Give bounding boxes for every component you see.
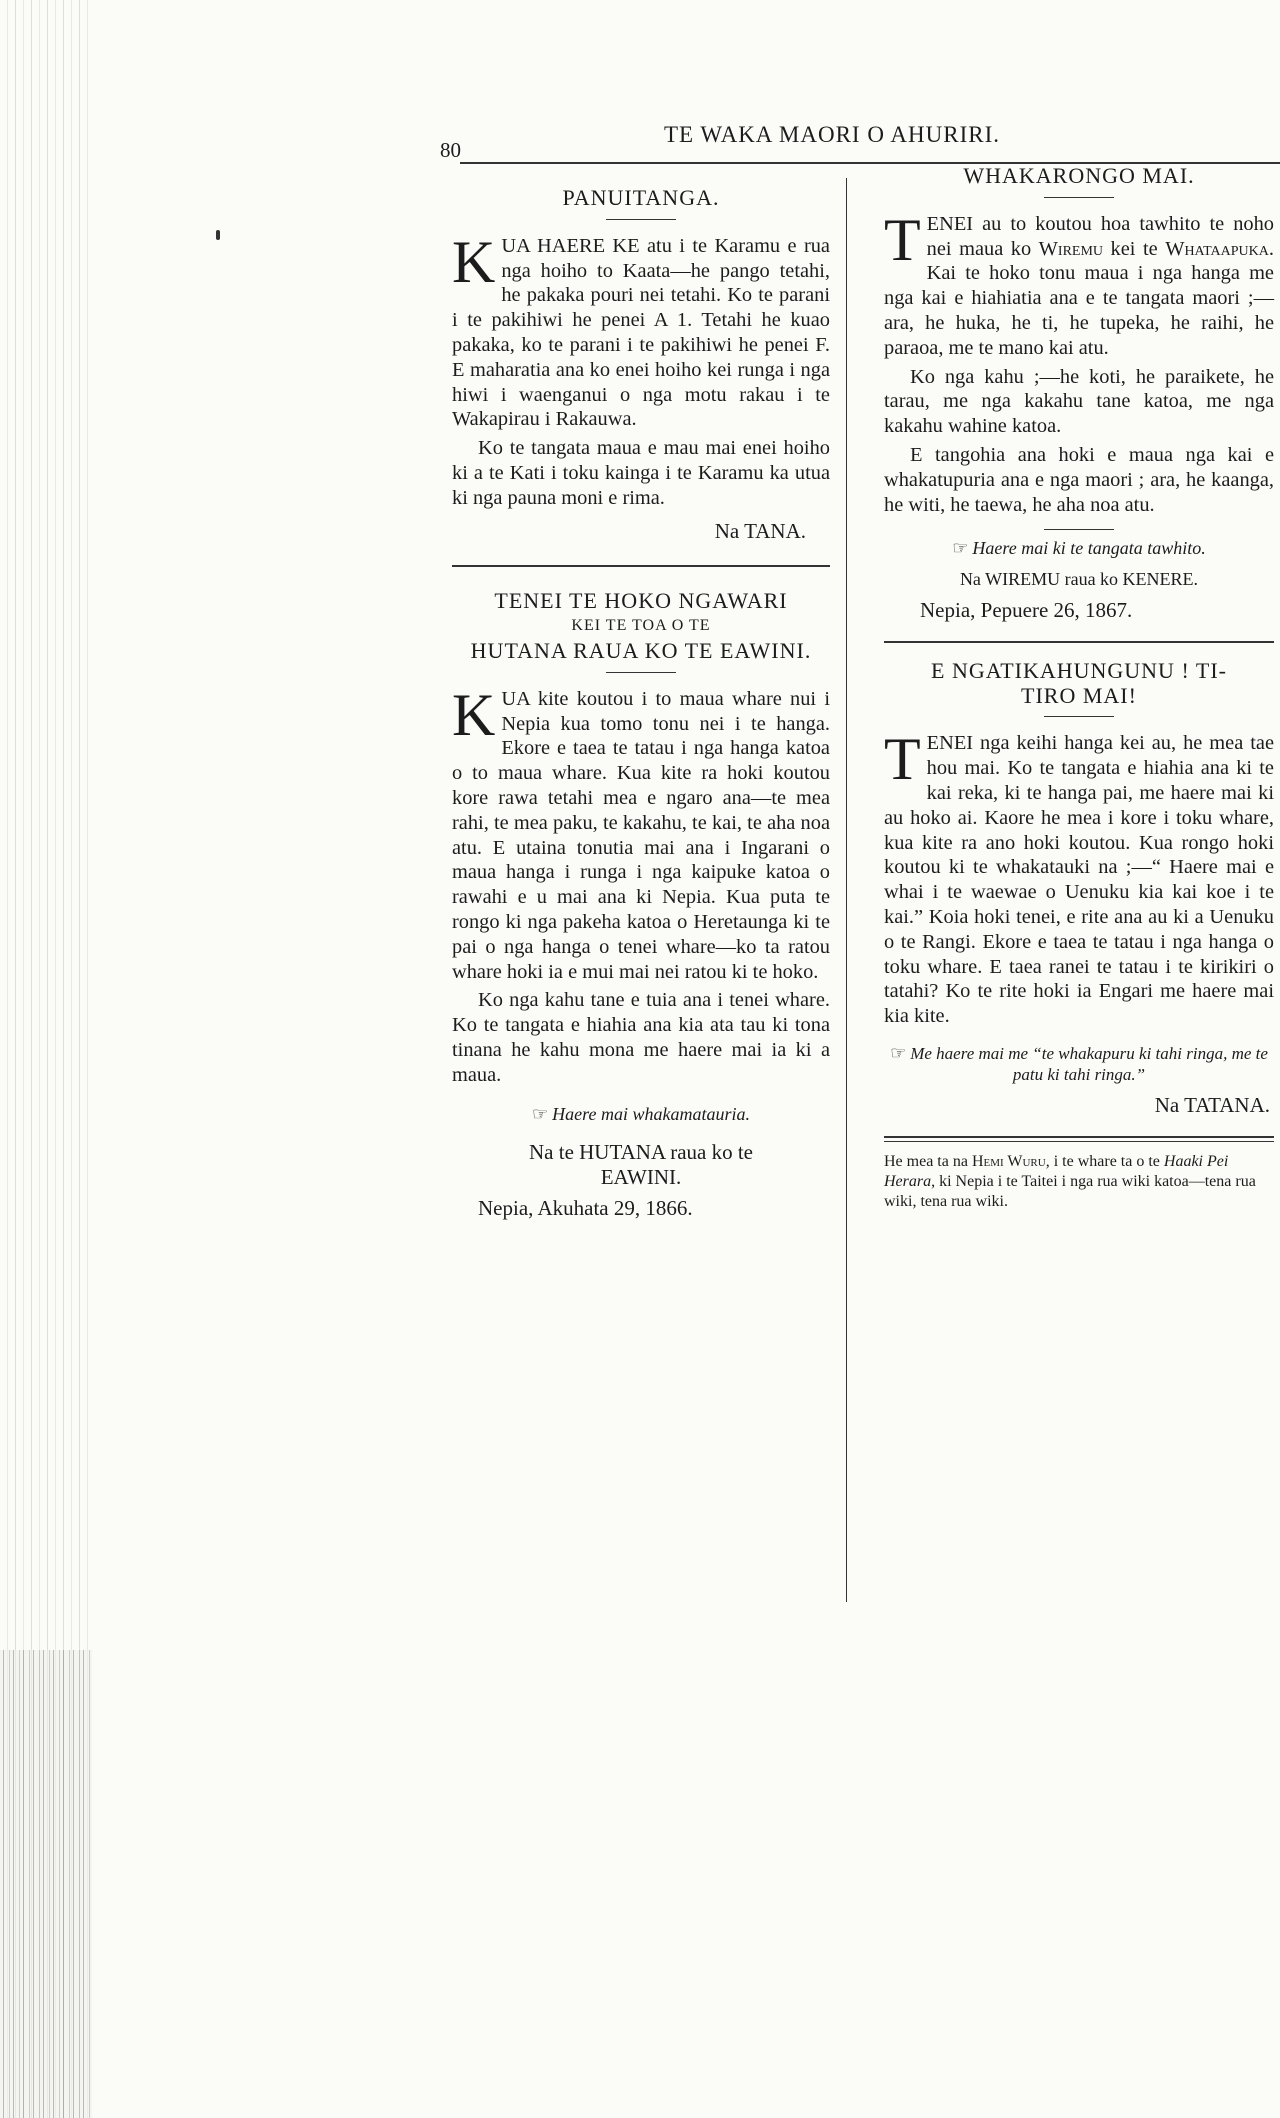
pointing-hand-icon: ☞ xyxy=(952,538,969,559)
ad4-drop-cap: T xyxy=(884,726,921,793)
ad4-signature: Na TATANA. xyxy=(1154,1092,1270,1117)
ad4-heading-2: TIRO MAI! xyxy=(1021,682,1137,708)
ad4-paragraph-1: TENEI nga keihi hanga kei au, he mea tae hou mai. Ko te tangata e hiahia ana ki te kai reka, ki te hanga pai, me haere mai ki au hoko ai. Kaore he mea i kore i toku whare, kua kite ra ano hoki koutou. Kua rongo hoki koutou ki te whakatauki na ;—“ Haere mai e whai i te waewae o Uenuku kia kai koe i te kai.” Koia hoki tenei, e rite ana au ki a Uenuku o te Rangi. Ekore e taea te tatau i nga hanga o toku whare. E taea ranei te tatau i te kirikiri o tatahi? Ko te rite hoki ia Engari me haere mai kia kite. xyxy=(884,726,1274,1028)
ad3-rule xyxy=(1044,197,1114,198)
ad4-heading-1: E NGATIKAHUNGUNU ! TI- xyxy=(931,657,1227,683)
ad3-date: Nepia, Pepuere 26, 1867. xyxy=(920,597,1133,622)
pointing-hand-icon: ☞ xyxy=(532,1103,549,1124)
ad3-paragraph-2: Ko nga kahu ;—he koti, he paraikete, he tarau, me nga kakahu tane katoa, me nga kakahu wahine katoa. xyxy=(884,365,1274,438)
ad2-heading-1: TENEI TE HOKO NGAWARI xyxy=(494,588,788,614)
pointing-hand-icon: ☞ xyxy=(890,1042,907,1063)
ad4-note: ☞ Me haere mai me “te whakapuru ki tahi ringa, me te patu ki tahi ringa.” xyxy=(890,1042,1268,1084)
imprint: He mea ta na Hemi Wuru, i te whare ta o te Haaki Pei Herara, ki Nepia i te Taitei i nga rua wiki katoa—tena rua wiki, tena rua wiki. xyxy=(884,1152,1256,1210)
ad3-heading: WHAKARONGO MAI. xyxy=(963,163,1195,188)
page-header xyxy=(440,118,1280,162)
ad2-heading-3: HUTANA RAUA KO TE EAWINI. xyxy=(470,637,812,663)
ad1-rule xyxy=(606,219,676,220)
left-column xyxy=(452,186,830,1221)
ad2-heading-2: KEI TE TOA O TE xyxy=(571,617,711,635)
ad-separator xyxy=(452,565,830,567)
ad-separator-right xyxy=(884,641,1274,643)
ad2-paragraph-1: KUA kite koutou i to maua whare nui i Nepia kua tomo tonu nei i te hanga. Ekore e taea te tatau i nga hanga katoa o to maua whare. Kua kite ra hoki koutou kore rawa tetahi mea e ngaro ana—te mea rahi, te mea paku, te kakahu, te kai, te aha noa atu. E utaina tonutia mai ana i Ingarani o maua hanga i runga i nga kaipuke katoa o rawahi e u mai ana ki Nepia. Kua puta te rongo ki nga pakeha katoa o Heretaunga ki te pai o nga hanga o tenei whare—ko ta ratou whare hoki ia e mui mai nei ratou ki te hoko. xyxy=(452,681,830,983)
ad2-signature-1: Na te HUTANA raua ko te xyxy=(529,1140,753,1165)
ad2-date: Nepia, Akuhata 29, 1866. xyxy=(478,1195,693,1220)
ad1-signature: Na TANA. xyxy=(714,518,806,543)
ad2-note: ☞ Haere mai whakamatauria. xyxy=(532,1103,750,1124)
ad3-rule-2 xyxy=(1044,529,1114,530)
ad3-drop-cap: T xyxy=(884,206,921,273)
ad2-rule xyxy=(606,672,676,673)
ad3-note: ☞ Haere mai ki te tangata tawhito. xyxy=(952,538,1206,559)
column-rule xyxy=(846,178,847,1602)
page-edge-shadow xyxy=(0,1650,92,2118)
ad1-heading: PANUITANGA. xyxy=(562,185,720,210)
page-number: 80 xyxy=(440,138,461,162)
ad3-signature: Na WIREMU raua ko KENERE. xyxy=(959,569,1199,590)
right-column xyxy=(884,164,1274,1212)
ad1-drop-cap: K xyxy=(452,228,496,295)
ad4-rule xyxy=(1044,716,1114,717)
ad1-paragraph-1: KUA HAERE KE atu i te Karamu e rua nga hoiho to Kaata—he pango tetahi, he pakaka pouri nei tetahi. Ko te parani i te pakihiwi he penei A 1. Tetahi he kuao pakaka, ko te parani i te pakihiwi he penei F. E maharatia ana ko enei hoiho kei runga i nga hiwi i waenganui o nga motu rakau i te Wakapirau i Rakauwa. xyxy=(452,228,830,431)
ad3-paragraph-3: E tangohia ana hoki e maua nga kai e whakatupuria ana e nga maori ; ara, he kaanga, he witi, he taewa, he aha noa atu. xyxy=(884,443,1274,516)
ad2-signature-2: EAWINI. xyxy=(600,1165,682,1190)
imprint-rule xyxy=(884,1136,1274,1142)
ad2-drop-cap: K xyxy=(452,681,496,748)
ad3-paragraph-1: TENEI au to koutou hoa tawhito te noho nei maua ko Wiremu kei te Whataapuka. Kai te hoko tonu maua i nga hanga me nga kai e hiahiatia ana e te tangata maori ;—ara, he huka, he ti, he tupeka, he raihi, he paraoa, me te mano kai atu. xyxy=(884,206,1274,359)
ad1-paragraph-2: Ko te tangata maua e mau mai enei hoiho ki a te Kati i toku kainga i te Karamu ka utua ki nga pauna moni e rima. xyxy=(452,437,830,509)
ad2-paragraph-2: Ko nga kahu tane e tuia ana i tenei whare. Ko te tangata e hiahia ana kia ata tau ki tona tinana he kahu mona me haere mai ia ki a maua. xyxy=(452,989,830,1086)
running-title: TE WAKA MAORI O AHURIRI. xyxy=(664,122,1000,147)
ink-speck xyxy=(216,230,220,240)
